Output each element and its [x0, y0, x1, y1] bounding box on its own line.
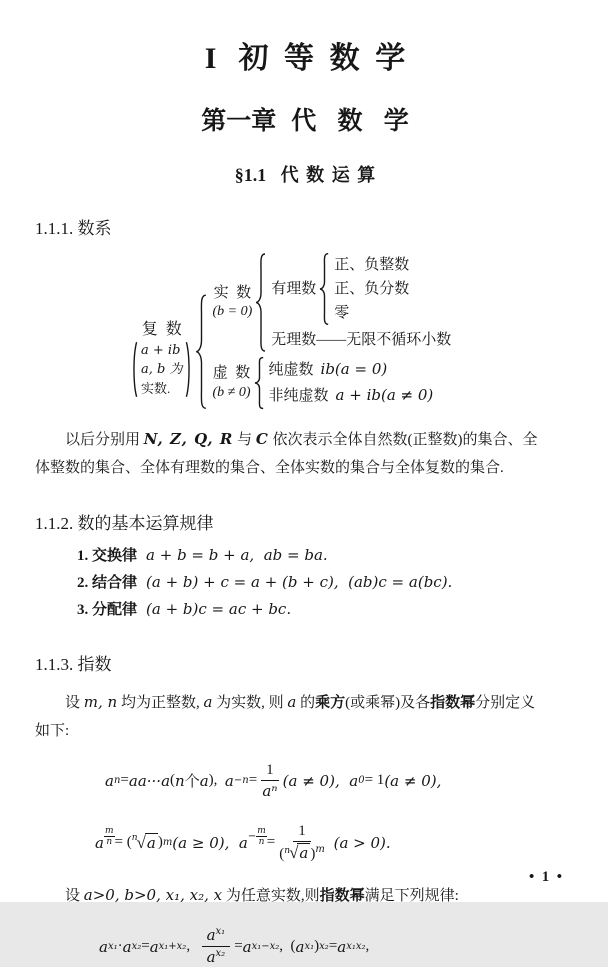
math-paren: )	[310, 846, 316, 862]
math-condition: (a ≠ 0),	[384, 771, 442, 790]
complex-number-node	[131, 253, 575, 409]
law-formula: (a + b)c = ac + bc.	[146, 600, 292, 618]
math-exponent-fraction: − m n	[247, 825, 266, 848]
fraction-denominator	[279, 842, 325, 863]
math-base: a	[149, 937, 159, 956]
law-commutative	[77, 542, 575, 569]
irrational-item: 无理数——无限不循环小数	[271, 332, 452, 348]
math-base: a	[238, 833, 248, 852]
part-title	[35, 33, 575, 77]
part-title-text: 初等数学	[238, 42, 421, 75]
text-segment: 以后分别用	[65, 432, 144, 448]
fraction-numerator: 1	[293, 822, 311, 842]
left-paren-icon	[131, 341, 138, 398]
text-segment: 设	[65, 888, 84, 905]
law-label: 3. 分配律	[77, 602, 138, 618]
math-comma: ,	[365, 938, 370, 955]
math-condition: (a ≠ 0),	[282, 771, 350, 790]
real-condition: (b = 0)	[212, 304, 253, 320]
fraction-numerator: 1	[261, 761, 279, 781]
law-label: 2. 结合律	[77, 575, 138, 591]
math-comma: , (	[279, 938, 296, 955]
chapter-title-text: 代数学	[291, 108, 431, 135]
text-segment: (或乘幂)及各	[345, 695, 431, 711]
brace-icon	[255, 253, 267, 352]
math-base: a	[295, 937, 305, 956]
math-base: a	[224, 771, 234, 790]
rational-label: 有理数	[271, 281, 317, 297]
text-segment: 为实数, 则	[212, 695, 288, 711]
radical-icon: √	[136, 832, 146, 852]
math-op: =	[328, 938, 338, 955]
text-segment: 均为正整数,	[117, 695, 204, 711]
fraction-denominator: aⁿ	[262, 782, 278, 800]
brace-icon	[319, 253, 330, 325]
text-segment: 的	[296, 695, 316, 711]
complex-definition	[131, 341, 192, 398]
imaginary-items	[269, 357, 434, 409]
rational-item: 正、负分数	[334, 281, 410, 297]
exp-denominator: n	[106, 837, 113, 848]
math-exponent: x₁	[215, 926, 226, 938]
paragraph-exponent-intro-line1	[35, 688, 575, 717]
math-exponent: m	[315, 844, 325, 855]
math-op: =	[234, 938, 243, 955]
complex-brace	[195, 253, 208, 409]
law-label: 1. 交换律	[77, 548, 138, 564]
imaginary-item	[269, 383, 434, 409]
imaginary-number-label	[212, 364, 250, 402]
item-math: a + ib(a ≠ 0)	[335, 386, 434, 404]
radicand: a	[299, 844, 309, 862]
math-condition: (a > 0).	[328, 833, 391, 852]
law-associative	[77, 569, 575, 596]
math-base: a	[206, 948, 216, 967]
radical-index: n	[284, 846, 291, 856]
text-segment: 个	[184, 774, 200, 790]
var-mn: m, n	[83, 693, 118, 711]
definition-line: 实数.	[141, 381, 171, 396]
formula-fractional-exponents: a $^{\frac{m}{n}}$ = ( n √ a ) m (a ≥ 0), a $^{- \frac{m}{n}}$ = $\frac{1}{(n√a )^m}$ (a > 0).	[95, 823, 391, 862]
var-a: a	[203, 693, 213, 711]
math-condition: (a ≥ 0),	[172, 833, 239, 852]
brace-icon	[254, 357, 265, 409]
paragraph-number-sets-line1	[35, 425, 575, 454]
math-exponent: x₂	[215, 948, 226, 960]
math-term: aa···a	[128, 771, 171, 790]
radicand: a	[146, 834, 156, 853]
var-a: a	[287, 693, 297, 711]
imaginary-item	[269, 357, 434, 383]
law-formula: (a + b) + c = a + (b + c), (ab)c = a(bc).	[146, 573, 453, 591]
rational-item: 零	[334, 305, 350, 321]
real-brace	[255, 253, 267, 352]
real-children	[271, 253, 451, 352]
section-title-text: 代数运算	[280, 165, 383, 185]
exp-numerator: m	[257, 825, 266, 836]
radical-icon: √	[289, 843, 299, 862]
subsection-heading-1-1-3: 1.1.3. 指数	[35, 655, 112, 674]
math-base: a	[349, 771, 359, 790]
section-number: §1.1	[234, 165, 267, 185]
math-op: =	[266, 834, 276, 851]
fraction	[279, 822, 325, 863]
definition-line: a, b 为	[141, 362, 183, 377]
text-segment: 满足下列规律:	[364, 888, 459, 905]
term-exponent: 指数幂	[430, 695, 476, 711]
math-base: a	[122, 937, 132, 956]
formula-exponent-rules: a x₁ · a x₂ = a x₁+x₂ , $\frac{a^{x_1}}{a^{x_2}}$ = a x₁−x₂ , ( a x₁ ) x₂ = a x₁x₂ ,	[99, 926, 370, 967]
math-op: =	[248, 772, 258, 788]
rational-item: 正、负整数	[334, 257, 410, 273]
fraction	[261, 761, 279, 800]
definition-line: a + ib	[141, 343, 181, 358]
rational-items	[334, 253, 409, 325]
number-system-diagram	[131, 253, 575, 409]
subsection-heading-1-1-1: 1.1.1. 数系	[35, 219, 112, 238]
fraction-numerator	[202, 926, 231, 947]
right-paren-shape	[185, 341, 192, 398]
imaginary-title: 虚 数	[212, 365, 251, 382]
imaginary-number-branch	[212, 357, 451, 409]
real-number-branch	[212, 253, 451, 352]
part-number: I	[204, 42, 217, 75]
item-label: 非纯虚数	[268, 388, 329, 404]
set-symbols-nzqr: N, Z, Q, R	[143, 430, 234, 448]
law-distributive	[77, 596, 575, 623]
chapter-title	[35, 101, 575, 137]
paragraph-number-sets-line2: 体整数的集合、全体有理数的集合、全体实数的集合与全体复数的集合.	[35, 460, 504, 476]
math-base: a	[105, 771, 114, 790]
math-paren: )	[314, 938, 320, 955]
math-op: = (	[114, 834, 132, 851]
set-symbol-c: C	[255, 430, 269, 448]
complex-number-label	[131, 316, 192, 398]
left-paren-shape	[131, 341, 138, 398]
right-paren-icon	[185, 341, 192, 398]
imaginary-condition: (b ≠ 0)	[212, 384, 251, 400]
paragraph-exponent-intro-line2: 如下:	[35, 723, 70, 739]
chapter-number: 第一章	[201, 108, 277, 135]
law-formula: a + b = b + a, ab = ba.	[146, 546, 328, 564]
math-base: a	[206, 926, 216, 945]
math-op: = 1	[364, 772, 385, 788]
imaginary-brace	[254, 357, 265, 409]
exp-numerator: m	[104, 825, 114, 836]
math-var: n	[175, 771, 185, 790]
math-base: a	[337, 937, 347, 956]
complex-children	[212, 253, 451, 409]
section-heading	[35, 161, 575, 187]
laws-list	[77, 542, 575, 623]
text-segment: 设	[65, 695, 84, 711]
math-paren: ),	[208, 772, 225, 788]
subsection-heading-1-1-2: 1.1.2. 数的基本运算规律	[35, 514, 214, 533]
math-paren: (	[170, 772, 176, 788]
math-var: a	[199, 771, 209, 790]
item-label: 纯虚数	[268, 362, 314, 378]
text-segment: 与	[233, 432, 256, 448]
var-list: a>0, b>0, x₁, x₂, x	[83, 886, 223, 905]
term-power: 乘方	[315, 695, 346, 711]
complex-title: 复 数	[141, 321, 182, 338]
math-base: a	[242, 937, 252, 956]
text-segment: 依次表示全体自然数(正整数)的集合、全	[268, 432, 538, 448]
brace-icon	[195, 294, 208, 409]
radical-index: n	[131, 832, 138, 843]
fraction-denominator	[207, 947, 226, 967]
math-op: =	[141, 938, 150, 955]
text-segment: 分别定义	[475, 695, 536, 711]
rational-brace	[319, 253, 330, 325]
math-comma: ,	[186, 938, 198, 955]
complex-definition-lines	[138, 341, 185, 398]
real-title: 实 数	[213, 284, 252, 301]
text-segment: 为任意实数,则	[222, 888, 320, 905]
math-paren: )	[157, 834, 163, 851]
formula-exponent-definitions: a n = aa···a ( n 个 a ), a −n = $\frac{1}{\text{aⁿ}}$ (a ≠ 0), a 0 = 1 (a ≠ 0),	[105, 762, 442, 800]
math-paren: (	[279, 846, 285, 862]
math-base: a	[95, 833, 104, 852]
math-op: =	[120, 772, 129, 788]
exp-denominator: n	[258, 837, 265, 848]
term-exponent: 指数幂	[319, 888, 365, 905]
rational-branch	[271, 253, 451, 325]
paragraph-exponent-rules-intro	[35, 881, 575, 910]
math-base: a	[99, 937, 108, 956]
multiplication-dot: ·	[117, 938, 123, 955]
math-exponent-fraction	[104, 826, 115, 848]
item-math: ib(a = 0)	[320, 360, 388, 378]
real-number-label	[212, 284, 252, 322]
page-number: • 1 •	[528, 869, 562, 885]
fraction	[202, 926, 231, 967]
